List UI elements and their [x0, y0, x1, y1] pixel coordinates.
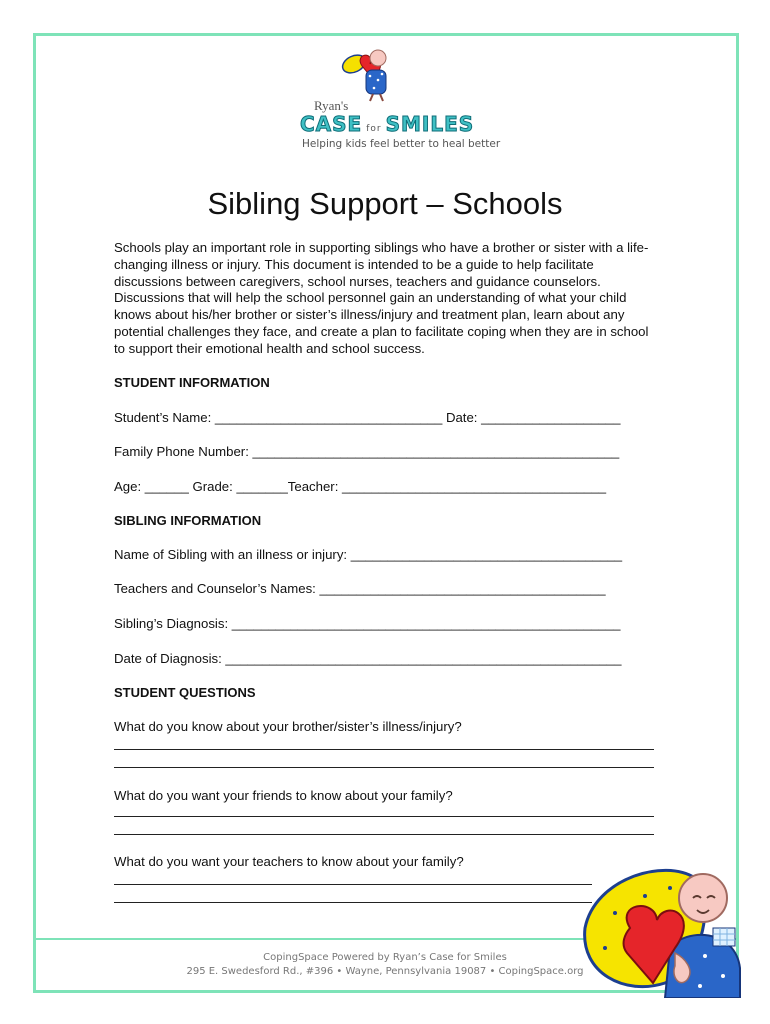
question-3-answer-line-1[interactable] [114, 884, 592, 885]
page-title: Sibling Support – Schools [207, 186, 563, 221]
question-1-label: What do you know about your brother/sister’s illness/injury? [114, 719, 462, 734]
ryans-case-for-smiles-logo [292, 44, 501, 154]
teachers-counselors-field[interactable]: Teachers and Counselor’s Names: _______________________________________ [114, 581, 606, 596]
footer-line-1: CopingSpace Powered by Ryan’s Case for Smiles [263, 952, 507, 963]
sibling-name-field[interactable]: Name of Sibling with an illness or injury: _____________________________________ [114, 547, 623, 562]
age-grade-teacher-field[interactable]: Age: ______ Grade: _______Teacher: ____________________________________ [114, 479, 607, 494]
mascot-icon [340, 44, 400, 102]
date-of-diagnosis-field[interactable]: Date of Diagnosis: ______________________________________________________ [114, 651, 622, 666]
student-information-heading: STUDENT INFORMATION [114, 375, 270, 390]
logo-for-text: for [366, 124, 382, 134]
logo-case-text: CASE [300, 112, 363, 136]
student-name-date-field[interactable]: Student’s Name: _______________________________ Date: ___________________ [114, 410, 621, 425]
sibling-diagnosis-field[interactable]: Sibling’s Diagnosis: _____________________________________________________ [114, 616, 621, 631]
question-3-answer-line-2[interactable] [114, 902, 592, 903]
logo-wordmark [300, 112, 474, 136]
question-2-answer-line-1[interactable] [114, 816, 654, 817]
intro-paragraph: Schools play an important role in supporting siblings who have a brother or sister with a life-changing illness or injury. This document is intended to be a guide to help facilitate discussions between caregivers, school nurses, teachers and guidance counselors. Discussions that will help the school personnel gain an understanding of what your child knows about his/her brother or sister’s illness/injury and treatment plan, learn about any potential challenges they face, and create a plan to facilitate coping when they are in school to support their emotional health and school success. [114, 240, 649, 356]
student-questions-heading: STUDENT QUESTIONS [114, 685, 256, 700]
family-phone-field[interactable]: Family Phone Number: __________________________________________________ [114, 444, 620, 459]
logo-ryans-text: Ryan's [314, 98, 349, 113]
sibling-information-heading: SIBLING INFORMATION [114, 513, 262, 528]
question-2-answer-line-2[interactable] [114, 834, 654, 835]
question-2-label: What do you want your friends to know about your family? [114, 788, 453, 803]
footer-address: 295 E. Swedesford Rd., #396 • Wayne, Pennsylvania 19087 • CopingSpace.org [186, 966, 584, 977]
logo-smiles-text: SMILES [385, 112, 475, 136]
question-3-label: What do you want your teachers to know about your family? [114, 854, 464, 869]
question-1-answer-line-1[interactable] [114, 749, 654, 750]
logo-tagline: Helping kids feel better to heal better [302, 138, 501, 150]
question-1-answer-line-2[interactable] [114, 767, 654, 768]
mascot-illustration-icon [575, 858, 745, 998]
